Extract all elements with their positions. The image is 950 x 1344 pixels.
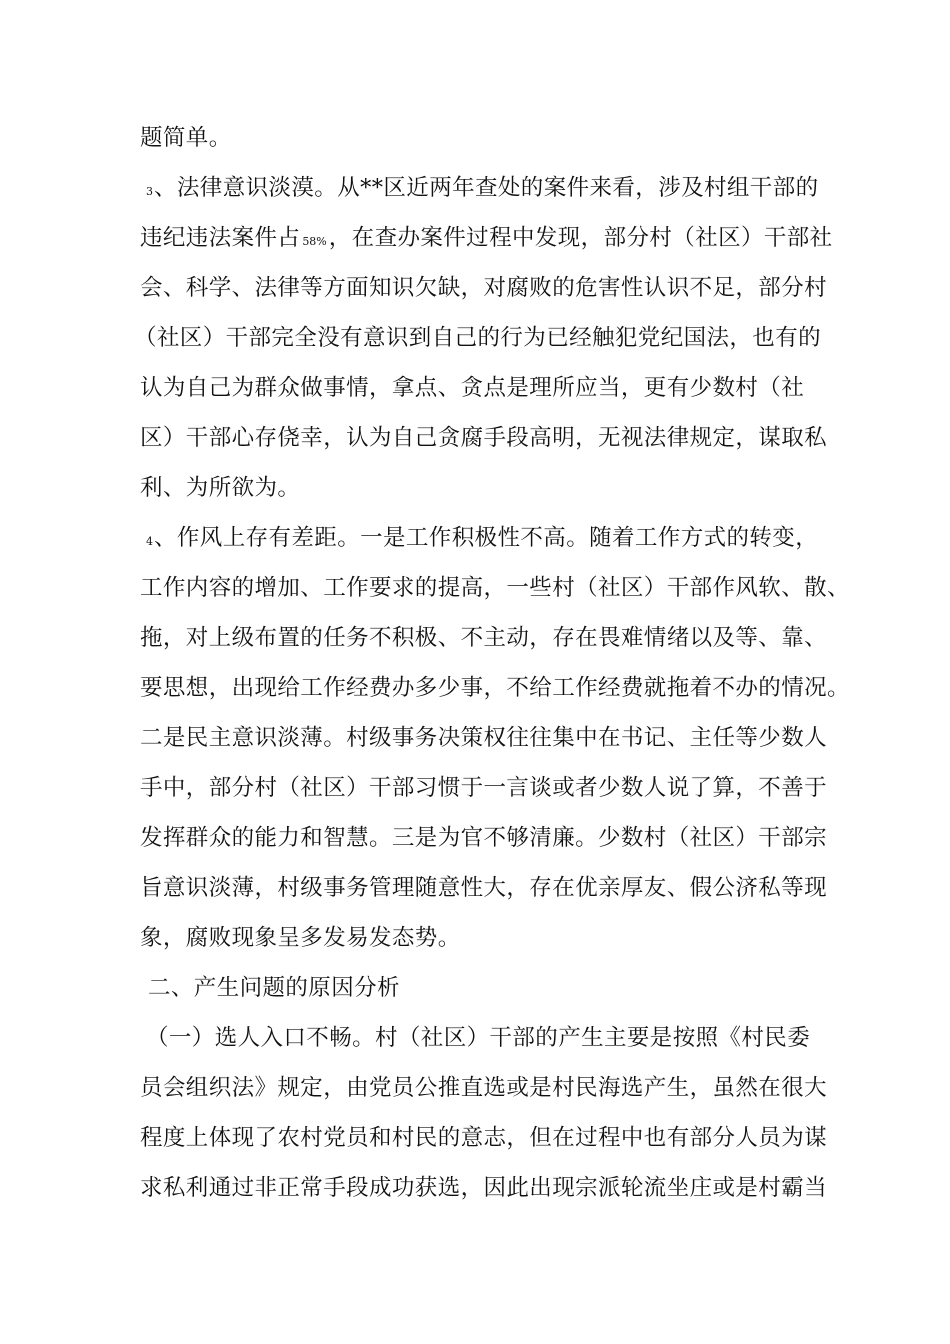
item-number: 4	[146, 535, 153, 548]
text-line-content: 、法律意识淡漠。从**区近两年查处的案件来看，涉及村组干部的	[154, 175, 819, 201]
text-line: （一）选人入口不畅。村（社区）干部的产生主要是按照《村民委	[146, 1025, 811, 1051]
text-line: 求私利通过非正常手段成功获选，因此出现宗派轮流坐庄或是村霸当	[140, 1175, 828, 1201]
text-line: （社区）干部完全没有意识到自己的行为已经触犯党纪国法，也有的	[134, 325, 822, 351]
text-line: 发挥群众的能力和智慧。三是为官不够清廉。少数村（社区）干部宗	[140, 825, 828, 851]
text-line: 工作内容的增加、工作要求的提高，一些村（社区）干部作风软、散、	[140, 575, 850, 601]
percentage-value: 58%	[302, 235, 327, 248]
text-line: 区）干部心存侥幸，认为自己贪腐手段高明，无视法律规定，谋取私	[140, 425, 828, 451]
text-line: 程度上体现了农村党员和村民的意志，但在过程中也有部分人员为谋	[140, 1125, 828, 1151]
text-line: 二是民主意识淡薄。村级事务决策权往往集中在书记、主任等少数人	[140, 725, 828, 751]
text-line: 利、为所欲为。	[140, 475, 301, 501]
text-line: 手中，部分村（社区）干部习惯于一言谈或者少数人说了算，不善于	[140, 775, 828, 801]
text-line-content: 违纪违法案件占	[140, 225, 301, 251]
text-line	[146, 523, 818, 557]
text-line: 象，腐败现象呈多发易发态势。	[140, 925, 461, 951]
text-line	[140, 223, 833, 257]
section-heading: 二、产生问题的原因分析	[148, 975, 400, 1001]
text-line-content: ，在查办案件过程中发现，部分村（社区）干部社	[328, 225, 833, 251]
text-line: 旨意识淡薄，村级事务管理随意性大，存在优亲厚友、假公济私等现	[140, 875, 828, 901]
text-line: 会、科学、法律等方面知识欠缺，对腐败的危害性认识不足，部分村	[140, 275, 828, 301]
text-line	[146, 173, 819, 207]
text-line: 认为自己为群众做事情，拿点、贪点是理所应当，更有少数村（社	[140, 375, 805, 401]
text-line: 拖，对上级布置的任务不积极、不主动，存在畏难情绪以及等、靠、	[140, 625, 828, 651]
item-number: 3	[146, 185, 153, 198]
text-line-content: 、作风上存有差距。一是工作积极性不高。随着工作方式的转变，	[154, 525, 819, 551]
text-line: 要思想，出现给工作经费办多少事，不给工作经费就拖着不办的情况。	[140, 675, 850, 701]
text-line: 题简单。	[140, 125, 232, 151]
text-line: 员会组织法》规定，由党员公推直选或是村民海选产生，虽然在很大	[140, 1075, 828, 1101]
